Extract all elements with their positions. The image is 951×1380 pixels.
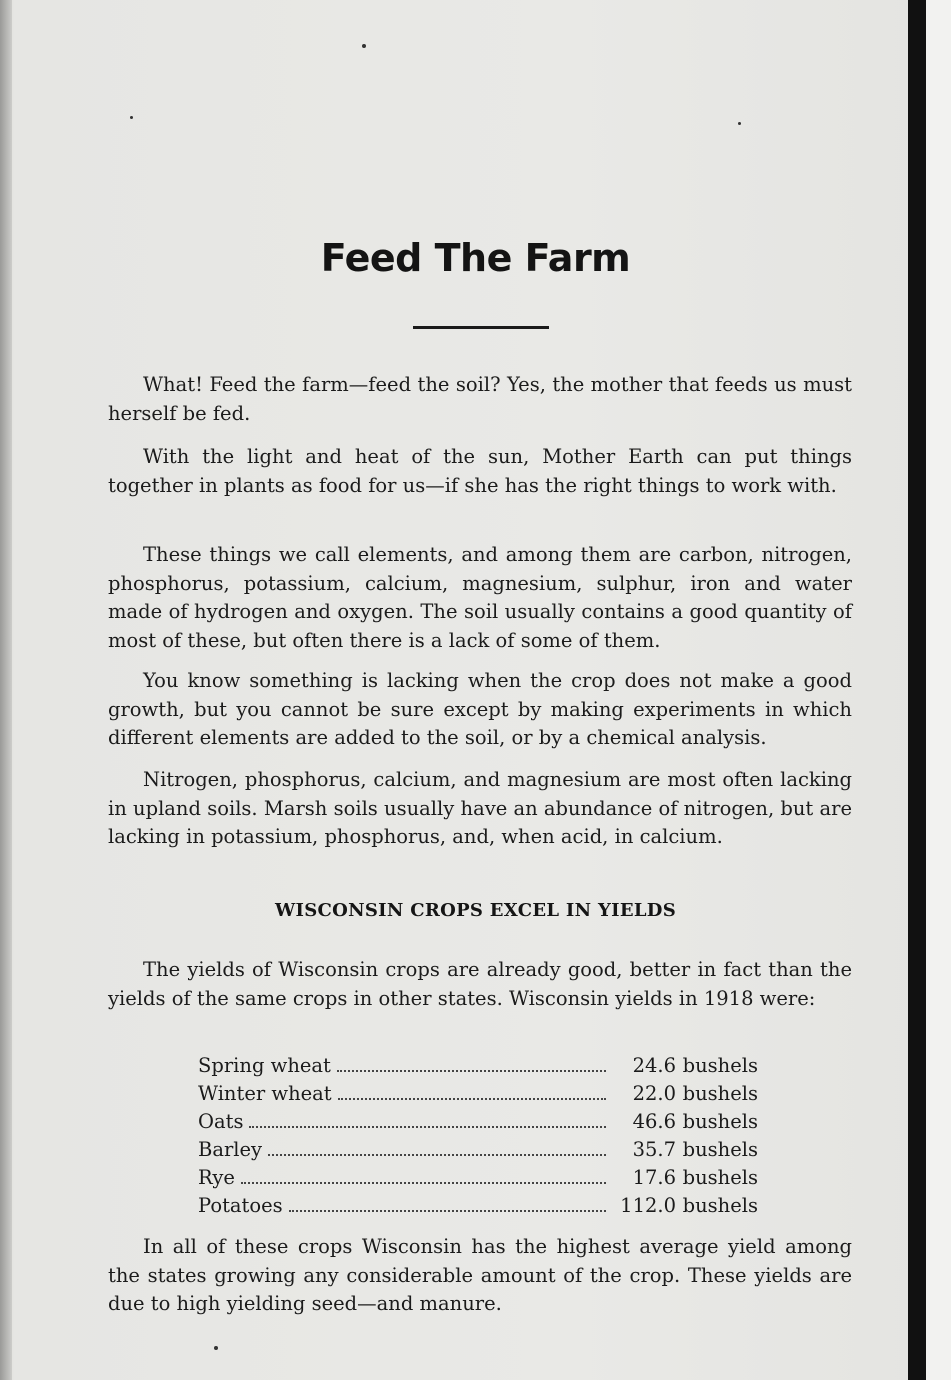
crop-name: Winter wheat bbox=[198, 1082, 332, 1105]
yield-unit: bushels bbox=[682, 1194, 758, 1217]
yields-table bbox=[198, 1052, 758, 1220]
yield-value: 112.0 bbox=[620, 1194, 676, 1217]
crop-name: Oats bbox=[198, 1110, 244, 1133]
yield-row bbox=[198, 1136, 758, 1164]
yield-unit: bushels bbox=[682, 1138, 758, 1161]
print-speck bbox=[738, 122, 741, 125]
leader-dots bbox=[337, 1069, 606, 1072]
leader-dots bbox=[268, 1153, 606, 1156]
yield-value: 24.6 bbox=[632, 1054, 676, 1077]
yield-value: 35.7 bbox=[632, 1138, 676, 1161]
paragraph-1 bbox=[108, 371, 852, 428]
paragraph-5 bbox=[108, 766, 852, 852]
yield-unit: bushels bbox=[682, 1166, 758, 1189]
crop-name: Barley bbox=[198, 1138, 263, 1161]
yield-unit: bushels bbox=[682, 1110, 758, 1133]
yield-row bbox=[198, 1164, 758, 1192]
crop-name: Potatoes bbox=[198, 1194, 283, 1217]
leader-dots bbox=[289, 1209, 606, 1212]
leader-dots bbox=[249, 1125, 606, 1128]
yield-value: 17.6 bbox=[632, 1166, 676, 1189]
yield-value: 46.6 bbox=[632, 1110, 676, 1133]
leader-dots bbox=[338, 1097, 606, 1100]
paragraph-text: These things we call elements, and among them are carbon, nitrogen, phosphorus, potassium, calcium, magnesium, sulphur, iron and water made of hydrogen and oxygen. The soil usually contains a good quantity of most of these, but often there is a lack of some of them. bbox=[108, 543, 852, 652]
section-heading: WISCONSIN CROPS EXCEL IN YIELDS bbox=[274, 900, 677, 921]
yield-row bbox=[198, 1108, 758, 1136]
closing-paragraph bbox=[108, 1233, 852, 1319]
print-speck bbox=[130, 116, 133, 119]
page-title: Feed The Farm bbox=[320, 236, 631, 280]
paragraph-text: In all of these crops Wisconsin has the highest average yield among the states growing any considerable amount of the crop. These yields are due to high yielding seed—and manure. bbox=[108, 1235, 852, 1315]
yield-unit: bushels bbox=[682, 1054, 758, 1077]
page-binding-edge bbox=[0, 0, 12, 1380]
yield-unit: bushels bbox=[682, 1082, 758, 1105]
print-speck bbox=[214, 1346, 218, 1350]
paragraph-4 bbox=[108, 667, 852, 753]
paragraph-text: With the light and heat of the sun, Mother Earth can put things together in plants as food for us—if she has the right things to work with. bbox=[108, 445, 852, 497]
page-border-bar bbox=[908, 0, 926, 1380]
paragraph-2 bbox=[108, 443, 852, 500]
yield-value: 22.0 bbox=[632, 1082, 676, 1105]
paragraph-text: What! Feed the farm—feed the soil? Yes, the mother that feeds us must herself be fed. bbox=[108, 373, 852, 425]
title-rule bbox=[413, 326, 549, 329]
paragraph-text: The yields of Wisconsin crops are already good, better in fact than the yields of the same crops in other states. Wisconsin yields in 1918 were: bbox=[108, 958, 852, 1010]
yield-row bbox=[198, 1052, 758, 1080]
paragraph-3 bbox=[108, 541, 852, 655]
yield-row bbox=[198, 1080, 758, 1108]
paragraph-text: Nitrogen, phosphorus, calcium, and magnesium are most often lacking in upland soils. Marsh soils usually have an abundance of nitrogen, but are lacking in potassium, phosphorus, and, when acid, in calcium. bbox=[108, 768, 852, 848]
print-speck bbox=[362, 44, 366, 48]
leader-dots bbox=[241, 1181, 606, 1184]
section-intro bbox=[108, 956, 852, 1013]
page-margin-right bbox=[926, 0, 951, 1380]
yield-row bbox=[198, 1192, 758, 1220]
paragraph-text: You know something is lacking when the crop does not make a good growth, but you cannot be sure except by making experiments in which different elements are added to the soil, or by a chemical analysis. bbox=[108, 669, 852, 749]
crop-name: Rye bbox=[198, 1166, 235, 1189]
crop-name: Spring wheat bbox=[198, 1054, 331, 1077]
